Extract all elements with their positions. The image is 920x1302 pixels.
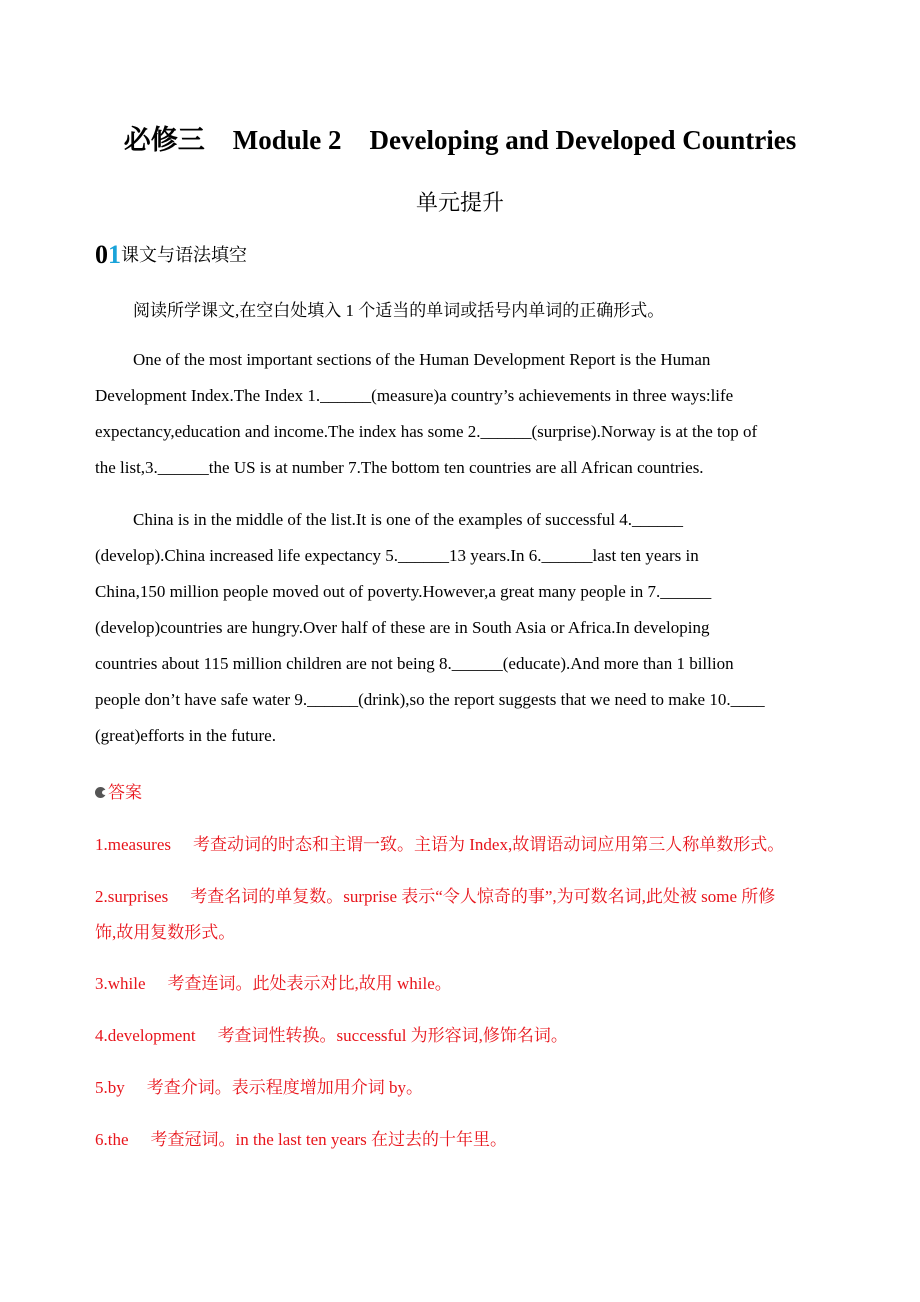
answer-key: 5.by [95, 1078, 125, 1097]
answer-item [95, 1125, 507, 1150]
title-cn: 必修三 [123, 125, 205, 155]
answer-item [95, 1073, 423, 1098]
passage-line: (great)efforts in the future. [95, 726, 276, 745]
passage-line: One of the most important sections of the Human Development Report is the Human [133, 350, 711, 369]
answer-item [95, 969, 452, 994]
passage-line: China is in the middle of the list.It is one of the examples of successful 4.______ [133, 510, 684, 529]
answer-item [95, 1021, 568, 1046]
answer-key: 6.the [95, 1130, 129, 1149]
answer-item [95, 830, 784, 855]
answer-heading [95, 778, 142, 803]
section-label: 课文与语法填空 [121, 245, 247, 265]
title-topic: Developing and Developed Countries [369, 125, 797, 155]
passage-line: (develop)countries are hungry.Over half of these are in South Asia or Africa.In developing [95, 618, 710, 637]
answer-key: 3.while [95, 974, 146, 993]
section-number-second: 1 [108, 240, 121, 269]
passage-line: the list,3.______the US is at number 7.The bottom ten countries are all African countries. [95, 458, 704, 477]
answer-key: 2.surprises [95, 887, 169, 906]
answer-explanation: 考查冠词。in the last ten years 在过去的十年里。 [150, 1130, 508, 1149]
passage-line: people don’t have safe water 9.______(drink),so the report suggests that we need to make 10.____ [95, 690, 765, 709]
passage-line: (develop).China increased life expectancy 5.______13 years.In 6.______last ten years in [95, 546, 699, 565]
passage-line: Development Index.The Index 1.______(measure)a country’s achievements in three ways:life [95, 386, 734, 405]
passage-line: China,150 million people moved out of poverty.However,a great many people in 7.______ [95, 582, 712, 601]
answer-bullet-icon [95, 787, 106, 798]
answer-continuation: 饰,故用复数形式。 [95, 923, 236, 942]
answer-key: 1.measures [95, 835, 172, 854]
page-title [0, 118, 920, 157]
answer-heading-label: 答案 [108, 783, 142, 802]
title-module: Module 2 [232, 125, 342, 155]
passage-line: expectancy,education and income.The index has some 2.______(surprise).Norway is at the top of [95, 422, 758, 441]
answer-explanation: 考查词性转换。successful 为形容词,修饰名词。 [217, 1026, 568, 1045]
section-number-first: 0 [95, 240, 108, 269]
answer-item [95, 882, 775, 907]
answer-key: 4.development [95, 1026, 196, 1045]
passage-line: countries about 115 million children are not being 8.______(educate).And more than 1 billion [95, 654, 734, 673]
section-heading [95, 240, 247, 270]
answer-explanation: 考查连词。此处表示对比,故用 while。 [167, 974, 452, 993]
answer-explanation: 考查动词的时态和主谓一致。主语为 Index,故谓语动词应用第三人称单数形式。 [193, 835, 785, 854]
page-subtitle: 单元提升 [415, 191, 504, 216]
answer-explanation: 考查介词。表示程度增加用介词 by。 [146, 1078, 423, 1097]
instruction-text: 阅读所学课文,在空白处填入 1 个适当的单词或括号内单词的正确形式。 [133, 301, 665, 320]
answer-explanation: 考查名词的单复数。surprise 表示“令人惊奇的事”,为可数名词,此处被 some 所修 [190, 887, 776, 906]
